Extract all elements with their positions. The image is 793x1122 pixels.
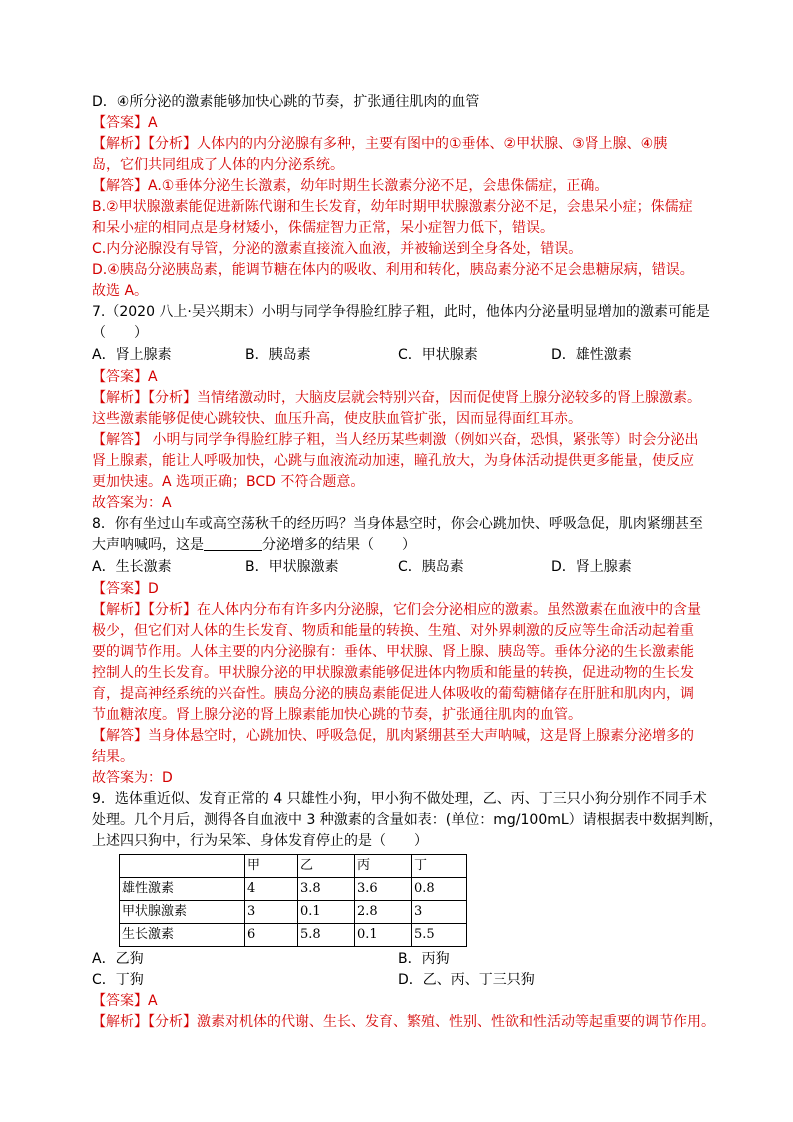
q8-options: [92, 556, 704, 579]
q6-analysis-line: 【解析】【分析】人体内的内分泌腺有多种，主要有图中的①垂体、②甲状腺、③肾上腺、④胰: [92, 136, 668, 152]
q8-analysis-line: 育，提高神经系统的兴奋性。胰岛分泌的胰岛素能促进人体吸收的葡萄糖储存在肝脏和肌肉内，调: [92, 686, 694, 702]
q7-option-a: A．肾上腺素: [92, 347, 172, 363]
table-cell: 6: [245, 924, 298, 947]
q8-solution-line: 结果。: [92, 749, 134, 765]
q8-option-b: B．甲状腺激素: [245, 559, 339, 575]
q9-stem-line: 处理。几个月后，测得各自血液中 3 种激素的含量如表：(单位：mg/100mL）请根据表中数据判断，: [92, 812, 723, 828]
table-cell: 3.8: [298, 878, 355, 901]
q7-analysis-line: 这些激素能够促使心跳较快、血压升高，使皮肤血管扩张，因而显得面红耳赤。: [92, 411, 582, 427]
q8-stem-line: [92, 535, 704, 556]
q7-answer: 【答案】A: [92, 369, 158, 385]
q8-analysis-line: 节血糖浓度。肾上腺分泌的肾上腺素能加快心跳的节奏，扩张通往肌肉的血管。: [92, 707, 582, 723]
fill-blank: [204, 536, 262, 551]
q6-solution-line: C.内分泌腺没有导管，分泌的激素直接流入血液，并被输送到全身各处，错误。: [92, 241, 583, 257]
q7-option-d: D．雄性激素: [551, 347, 632, 363]
table-cell: 2.8: [355, 901, 412, 924]
q9-option-a: A．乙狗: [92, 951, 144, 967]
q9-option-d: D．乙、丙、丁三只狗: [398, 972, 535, 988]
table-cell: 0.1: [298, 901, 355, 924]
table-cell: 3: [245, 901, 298, 924]
table-row: [120, 924, 467, 947]
table-row: [120, 901, 467, 924]
q9-answer: 【答案】A: [92, 993, 158, 1009]
q8-solution-line: 【解答】当身体悬空时，心跳加快、呼吸急促，肌肉紧绷甚至大声呐喊，这是肾上腺素分泌增多的: [92, 728, 694, 744]
q6-answer: 【答案】A: [92, 115, 158, 131]
q7-solution-line: 更加快速。A 选项正确；BCD 不符合题意。: [92, 474, 365, 490]
q7-stem-line: （ ）: [92, 325, 148, 341]
table-cell: 5.8: [298, 924, 355, 947]
q9-option-c: C．丁狗: [92, 972, 144, 988]
q6-analysis-line: 岛，它们共同组成了人体的内分泌系统。: [92, 157, 344, 173]
q8-analysis-line: 要的调节作用。人体主要的内分泌腺有：垂体、甲状腺、肾上腺、胰岛等。垂体分泌的生长激素能: [92, 644, 694, 660]
q6-conclusion: 故选 A。: [92, 283, 149, 299]
table-header-cell: 丙: [355, 855, 412, 878]
table-row: [120, 878, 467, 901]
table-header-cell: 乙: [298, 855, 355, 878]
q8-option-a: A．生长激素: [92, 559, 172, 575]
q9-option-b: B．丙狗: [398, 951, 450, 967]
table-cell: 雄性激素: [120, 878, 245, 901]
q7-solution-line: 肾上腺素，能让人呼吸加快，心跳与血液流动加速，瞳孔放大，为身体活动提供更多能量，使反应: [92, 453, 694, 469]
q8-option-d: D．肾上腺素: [551, 559, 632, 575]
q6-solution-line: 【解答】A.①垂体分泌生长激素，幼年时期生长激素分泌不足，会患侏儒症，正确。: [92, 178, 609, 194]
table-header-cell: [120, 855, 245, 878]
table-cell: 3: [412, 901, 467, 924]
q7-options: [92, 344, 704, 367]
q8-conclusion: 故答案为：D: [92, 770, 173, 786]
q7-option-c: C．甲状腺素: [398, 347, 478, 363]
q9-options-row: [92, 970, 704, 991]
q9-stem-line: 上述四只狗中，行为呆笨、身体发育停止的是（ ）: [92, 833, 428, 849]
table-cell: 0.1: [355, 924, 412, 947]
q6-solution-line: B.②甲状腺激素能促进新陈代谢和生长发育，幼年时期甲状腺激素分泌不足，会患呆小症；侏儒症: [92, 199, 693, 215]
q9-stem-line: 9．选体重近似、发育正常的 4 只雄性小狗，甲小狗不做处理，乙、丙、丁三只小狗分别作不同手术: [92, 791, 707, 807]
q8-analysis-line: 极少，但它们对人体的生长发育、物质和能量的转换、生殖、对外界刺激的反应等生命活动起着重: [92, 623, 694, 639]
table-cell: 0.8: [412, 878, 467, 901]
hormone-table: [119, 854, 467, 947]
table-header-row: [120, 855, 467, 878]
table-cell: 5.5: [412, 924, 467, 947]
table-header-cell: 丁: [412, 855, 467, 878]
q8-stem-part: 大声呐喊吗，这是: [92, 537, 204, 553]
q9-analysis-line: 【解析】【分析】激素对机体的代谢、生长、发育、繁殖、性别、性欲和性活动等起重要的调节作用。: [92, 1014, 715, 1030]
q8-stem-line: 8．你有坐过山车或高空荡秋千的经历吗？当身体悬空时，你会心跳加快、呼吸急促，肌肉紧绷甚至: [92, 516, 703, 532]
table-cell: 生长激素: [120, 924, 245, 947]
q7-analysis-line: 【解析】【分析】当情绪激动时，大脑皮层就会特别兴奋，因而促使肾上腺分泌较多的肾上腺激素。: [92, 390, 701, 406]
q7-option-b: B．胰岛素: [245, 347, 311, 363]
q8-analysis-line: 控制人的生长发育。甲状腺分泌的甲状腺激素能够促进体内物质和能量的转换，促进动物的生长发: [92, 665, 694, 681]
q6-solution-line: 和呆小症的相同点是身材矮小，侏儒症智力正常，呆小症智力低下，错误。: [92, 220, 554, 236]
document-page: [92, 92, 723, 1033]
q8-option-c: C．胰岛素: [398, 559, 464, 575]
q8-stem-part: 分泌增多的结果（ ）: [262, 537, 416, 553]
q6-solution-line: D.④胰岛分泌胰岛素，能调节糖在体内的吸收、利用和转化，胰岛素分泌不足会患糖尿病，错误。: [92, 262, 694, 278]
q8-answer: 【答案】D: [92, 581, 159, 597]
table-cell: 甲状腺激素: [120, 901, 245, 924]
table-header-cell: 甲: [245, 855, 298, 878]
q7-stem-line: 7.（2020 八上·吴兴期末）小明与同学争得脸红脖子粗，此时，他体内分泌量明显增加的激素可能是: [92, 304, 710, 320]
table-cell: 3.6: [355, 878, 412, 901]
q9-options-row: [92, 949, 704, 970]
q8-analysis-line: 【解析】【分析】在人体内分布有许多内分泌腺，它们会分泌相应的激素。虽然激素在血液中的含量: [92, 602, 701, 618]
q6-option-d: D．④所分泌的激素能够加快心跳的节奏，扩张通往肌肉的血管: [92, 94, 480, 110]
q7-solution-line: 【解答】 小明与同学争得脸红脖子粗，当人经历某些刺激（例如兴奋，恐惧，紧张等）时会分泌出: [92, 432, 699, 448]
q7-conclusion: 故答案为：A: [92, 495, 172, 511]
table-cell: 4: [245, 878, 298, 901]
